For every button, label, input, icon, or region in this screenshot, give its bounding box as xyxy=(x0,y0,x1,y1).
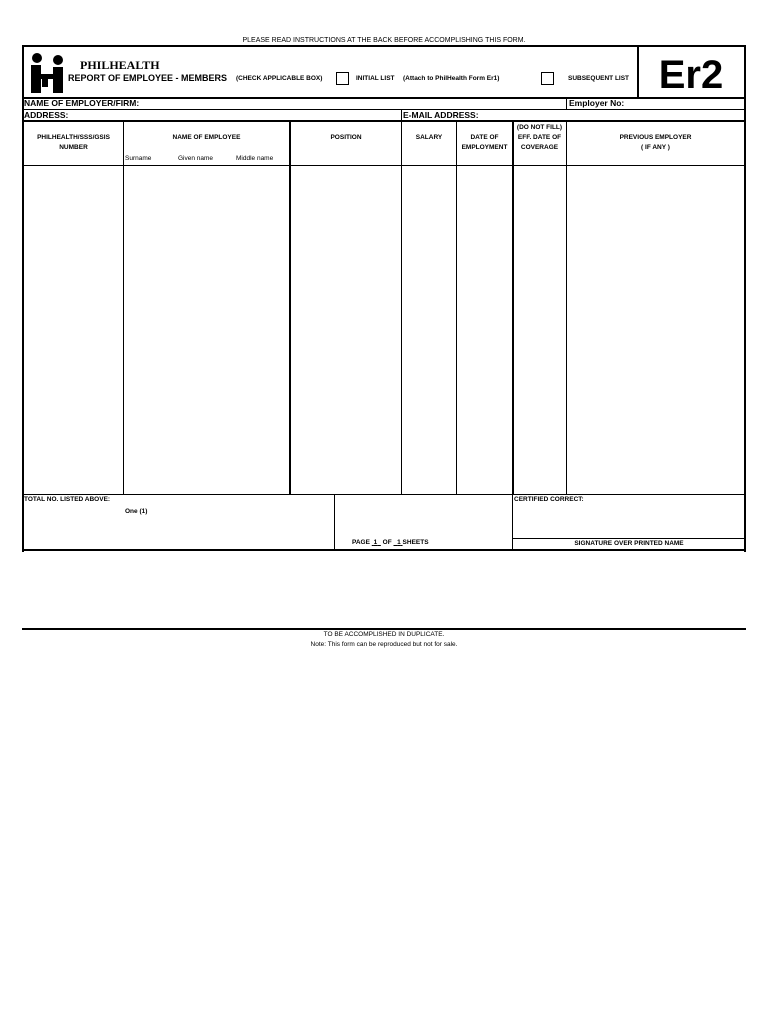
total-listed-value: One (1) xyxy=(125,508,148,515)
employer-name-label: NAME OF EMPLOYER/FIRM: xyxy=(24,98,140,108)
bottom-divider xyxy=(22,628,746,630)
col-name-surname: Surname xyxy=(125,155,152,162)
col-previous-employer-header: PREVIOUS EMPLOYER ( IF ANY ) xyxy=(619,134,692,151)
col-date-employment-header: DATE OF EMPLOYMENT xyxy=(461,134,508,151)
duplicate-note: TO BE ACCOMPLISHED IN DUPLICATE. xyxy=(323,631,445,638)
initial-list-note: (Attach to PhilHealth Form Er1) xyxy=(403,75,500,82)
reproduce-note: Note: This form can be reproduced but not for sale. xyxy=(310,641,458,648)
signature-label: SIGNATURE OVER PRINTED NAME xyxy=(574,540,684,547)
subsequent-list-label: SUBSEQUENT LIST xyxy=(568,75,630,82)
total-listed-label: TOTAL NO. LISTED ABOVE: xyxy=(24,496,111,503)
certified-correct-label: CERTIFIED CORRECT: xyxy=(514,496,584,503)
brand-name: PHILHEALTH xyxy=(80,58,160,72)
col-name-header: NAME OF EMPLOYEE xyxy=(172,134,241,141)
address-label: ADDRESS: xyxy=(24,110,69,120)
page-counter: PAGE 1 OF 1 SHEETS xyxy=(352,539,429,546)
form-code: Er2 xyxy=(658,53,724,97)
col-number-header: PHILHEALTH/SSS/GSIS NUMBER xyxy=(37,134,110,151)
col-eff-date-header: (DO NOT FILL) EFF. DATE OF COVERAGE xyxy=(516,124,563,151)
philhealth-logo xyxy=(28,52,68,94)
top-instruction: PLEASE READ INSTRUCTIONS AT THE BACK BEFORE ACCOMPLISHING THIS FORM. xyxy=(242,37,526,44)
initial-list-checkbox[interactable] xyxy=(336,72,349,85)
email-label: E-MAIL ADDRESS: xyxy=(403,110,479,120)
col-position-header: POSITION xyxy=(330,134,362,141)
initial-list-label: INITIAL LIST xyxy=(356,75,395,82)
check-note: (CHECK APPLICABLE BOX) xyxy=(236,75,323,82)
subsequent-list-checkbox[interactable] xyxy=(541,72,554,85)
col-salary-header: SALARY xyxy=(415,134,443,141)
employee-entries-area[interactable] xyxy=(24,166,744,494)
employer-no-label: Employer No: xyxy=(569,98,625,108)
col-name-middle: Middle name xyxy=(236,155,274,162)
form-title: REPORT OF EMPLOYEE - MEMBERS xyxy=(68,73,228,83)
col-name-given: Given name xyxy=(178,155,214,162)
